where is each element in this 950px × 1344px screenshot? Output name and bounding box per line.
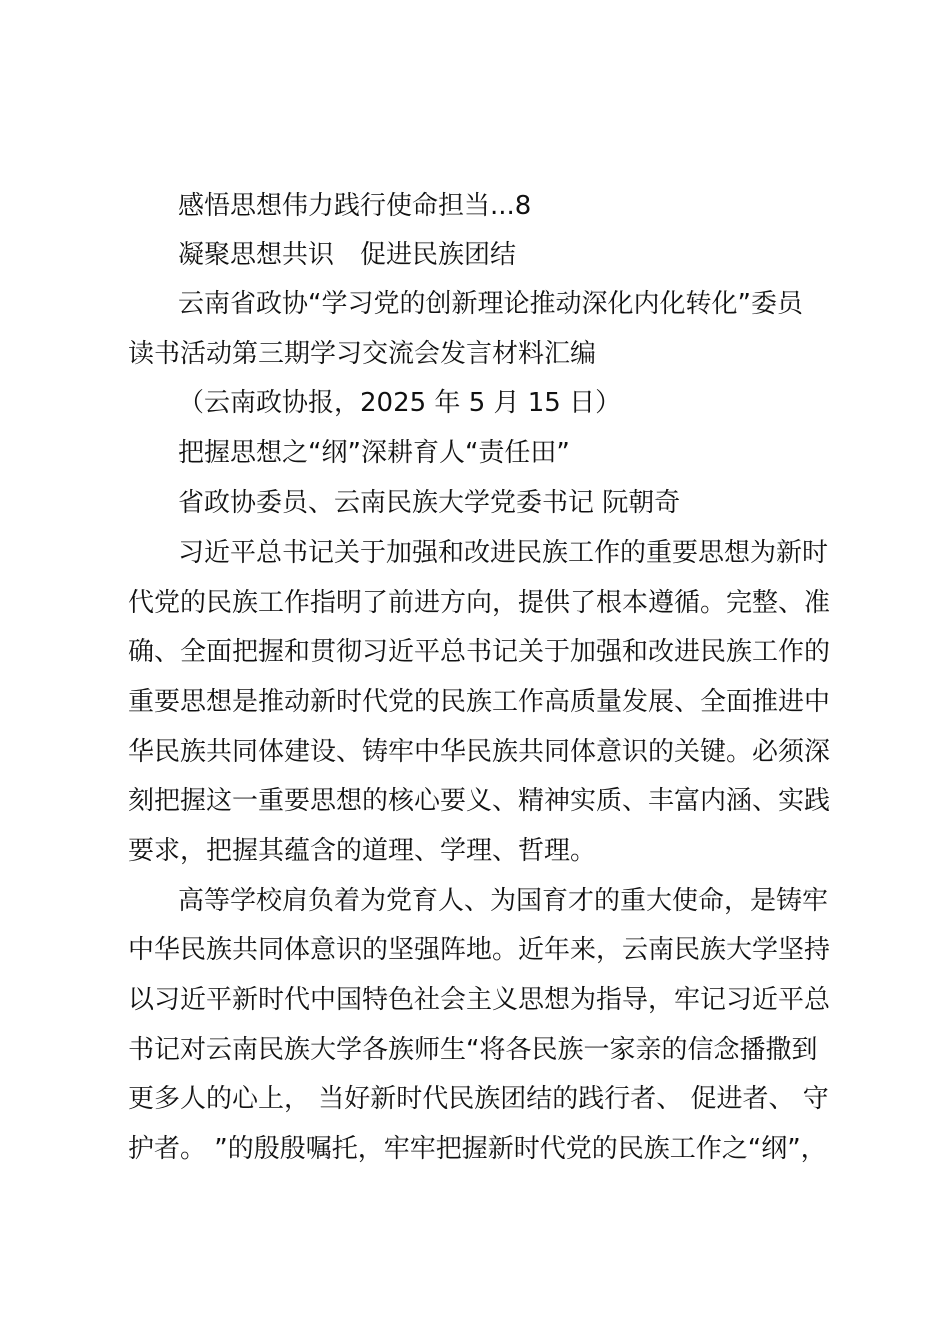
paragraph-2-line: 更多人的心上， 当好新时代民族团结的践行者、 促进者、 守 [128,1084,829,1114]
source-note: （云南政协报，2025 年 5 月 15 日） [178,388,622,418]
paragraph-1-line: 重要思想是推动新时代党的民族工作高质量发展、全面推进中 [128,687,831,717]
paragraph-1-line: 华民族共同体建设、铸牢中华民族共同体意识的关键。必须深 [128,737,831,767]
toc-entry: 感悟思想伟力践行使命担当...8 [178,191,532,221]
article-author: 省政协委员、云南民族大学党委书记 阮朝奇 [178,488,681,518]
collection-title-line-2: 读书活动第三期学习交流会发言材料汇编 [128,339,597,369]
paragraph-2-line: 以习近平新时代中国特色社会主义思想为指导，牢记习近平总 [128,985,831,1015]
paragraph-1-line: 确、全面把握和贯彻习近平总书记关于加强和改进民族工作的 [128,637,831,667]
paragraph-1-line: 习近平总书记关于加强和改进民族工作的重要思想为新时 [178,538,829,568]
paragraph-2-line: 书记对云南民族大学各族师生“将各民族一家亲的信念播撒到 [128,1035,818,1065]
paragraph-2-line: 护者。 ”的殷殷嘱托，牢牢把握新时代党的民族工作之“纲”， [128,1134,827,1164]
paragraph-1-line: 刻把握这一重要思想的核心要义、精神实质、丰富内涵、实践 [128,786,831,816]
paragraph-1-line: 代党的民族工作指明了前进方向，提供了根本遵循。完整、准 [128,588,831,618]
article-title: 把握思想之“纲”深耕育人“责任田” [178,438,570,468]
paragraph-1-line: 要求，把握其蕴含的道理、学理、哲理。 [128,836,597,866]
collection-title-line-1: 云南省政协“学习党的创新理论推动深化内化转化”委员 [178,289,803,319]
section-heading: 凝聚思想共识 促进民族团结 [178,240,517,270]
paragraph-2-line: 高等学校肩负着为党育人、为国育才的重大使命，是铸牢 [178,886,829,916]
paragraph-2-line: 中华民族共同体意识的坚强阵地。近年来，云南民族大学坚持 [128,935,831,965]
